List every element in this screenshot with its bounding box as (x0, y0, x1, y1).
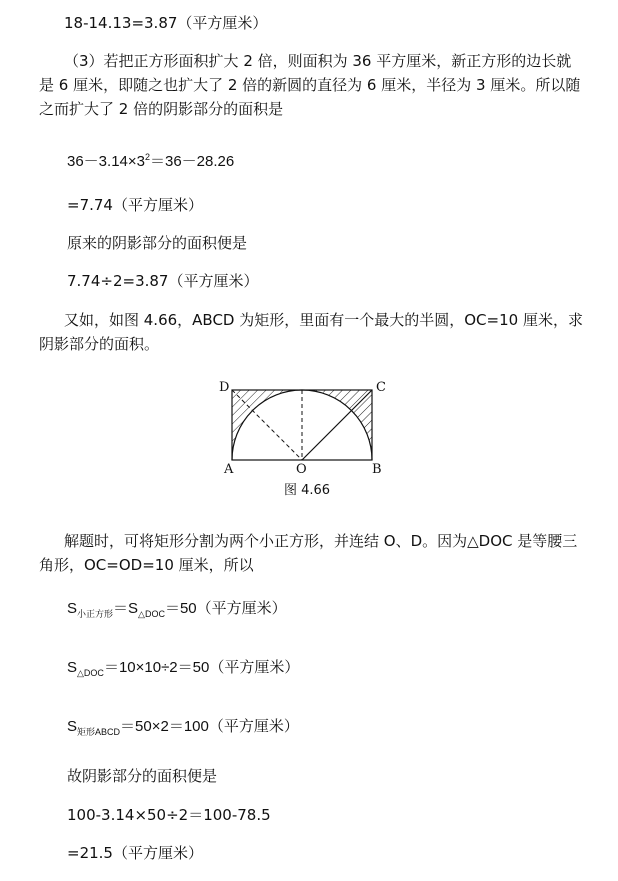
label-o: O (296, 462, 307, 477)
label-d: D (219, 380, 230, 395)
equation-1 (67, 146, 234, 173)
eq2-mid: ＝S (113, 600, 139, 617)
eq4-s: S (67, 718, 78, 735)
line-16: 故阴影部分的面积便是 (67, 767, 218, 785)
label-b: B (372, 462, 382, 477)
eq2-sub: 小正方形 (77, 609, 114, 619)
equation-2 (67, 598, 287, 625)
line-6: =7.74（平方厘米） (67, 196, 203, 214)
eq3-rest: ＝10×10÷2＝50（平方厘米） (103, 659, 300, 676)
figure-caption: 图 4.66 (284, 483, 331, 498)
line-8: 7.74÷2=3.87（平方厘米） (67, 272, 259, 290)
line-18: =21.5（平方厘米） (67, 844, 203, 862)
line-12: 角形，OC=OD=10 厘米，所以 (39, 556, 254, 574)
eq3-sub: △DOC (77, 668, 104, 678)
line-1: 18-14.13=3.87（平方厘米） (64, 14, 268, 32)
equation-4 (67, 716, 299, 743)
line-3: 是 6 厘米，即随之也扩大了 2 倍的新圆的直径为 6 厘米，半径为 3 厘米。所以随 (39, 76, 581, 94)
eq2-s: S (67, 600, 78, 617)
eq4-sub: 矩形ABCD (77, 727, 121, 737)
eq4-rest: ＝50×2＝100（平方厘米） (120, 718, 299, 735)
line-10: 阴影部分的面积。 (39, 335, 160, 353)
figure-4-66 (214, 374, 394, 504)
label-c: C (376, 380, 386, 395)
equation-3 (67, 657, 299, 684)
line-2: （3）若把正方形面积扩大 2 倍，则面积为 36 平方厘米，新正方形的边长就 (64, 52, 572, 70)
eq3-s: S (67, 659, 78, 676)
eq1-exponent: 2 (144, 152, 150, 162)
line-17: 100-3.14×50÷2＝100-78.5 (67, 806, 271, 824)
label-a: A (224, 462, 234, 477)
eq2-sub2: △DOC (138, 609, 165, 619)
line-9: 又如，如图 4.66，ABCD 为矩形，里面有一个最大的半圆，OC=10 厘米，求 (64, 311, 583, 329)
line-4: 之而扩大了 2 倍的阴影部分的面积是 (39, 100, 284, 118)
eq1-right: ＝36－28.26 (150, 153, 235, 170)
eq1-left: 36－3.14×3 (67, 153, 145, 170)
line-11: 解题时，可将矩形分割为两个小正方形，并连结 O、D。因为△DOC 是等腰三 (64, 532, 578, 550)
line-7: 原来的阴影部分的面积便是 (67, 234, 248, 252)
eq2-rest: ＝50（平方厘米） (164, 600, 287, 617)
